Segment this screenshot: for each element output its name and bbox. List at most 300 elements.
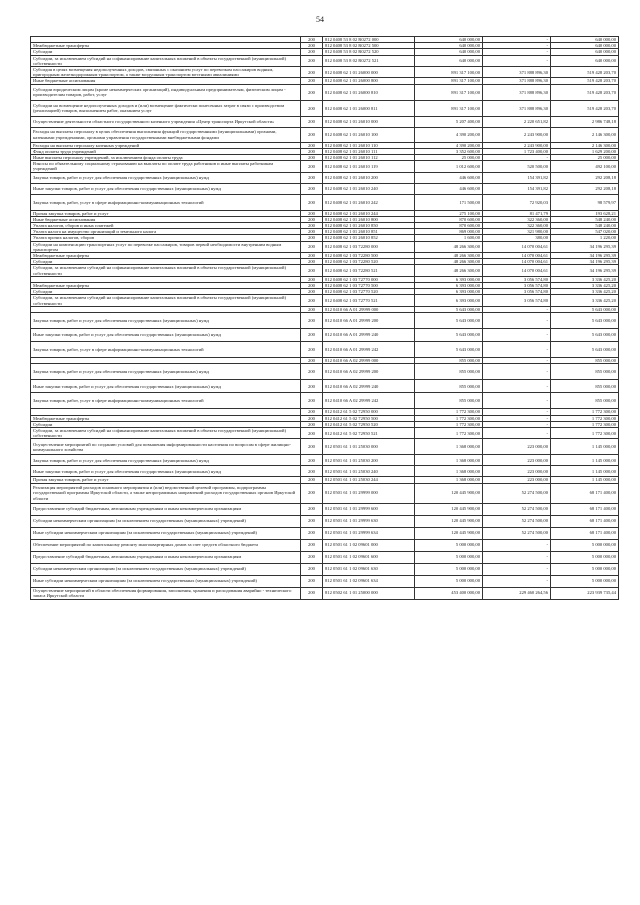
row-code: 200 [301, 575, 323, 587]
row-code: 200 [301, 84, 323, 100]
row-code: 200 [301, 289, 323, 295]
row-unexecuted-amount: 548 240,00 [551, 216, 619, 222]
row-classification-code: 812 0412 61 5 02 72950 500 [323, 415, 415, 421]
row-classification-code: 812 0408 62 1 01 26000 800 [323, 78, 415, 84]
row-classification-code: 812 0501 61 1 02 09601 600 [323, 551, 415, 563]
row-code: 200 [301, 587, 323, 599]
row-classification-code: 812 0502 61 1 01 25000 000 [323, 587, 415, 599]
row-approved-amount: 1 368 000,00 [415, 455, 483, 466]
row-executed-amount: 2 220 651,82 [483, 116, 551, 127]
row-name: Иные бюджетные ассигнования [31, 78, 301, 84]
row-unexecuted-amount: 519 428 203,70 [551, 67, 619, 78]
row-unexecuted-amount: 1 772 300,00 [551, 415, 619, 421]
table-row [31, 503, 619, 515]
row-classification-code: 812 0408 62 1 01 26010 200 [323, 172, 415, 183]
row-classification-code: 812 0501 61 1 01 29999 634 [323, 527, 415, 539]
row-executed-amount: 223 000,00 [483, 455, 551, 466]
row-executed-amount: - [483, 306, 551, 312]
row-unexecuted-amount: 292 208,18 [551, 183, 619, 194]
row-executed-amount: 321 980,00 [483, 229, 551, 235]
row-unexecuted-amount: 492 100,00 [551, 161, 619, 172]
row-name: Предоставление субсидий бюджетным, автономным учреждениям и иным некоммерческим организациям [31, 503, 301, 515]
row-classification-code: 812 0410 66 A 02 29999 200 [323, 364, 415, 380]
row-unexecuted-amount: 855 000,00 [551, 364, 619, 380]
row-name: Осуществление мероприятий по созданию условий для повышения информированности населения по вопросам в сфере жилищно-коммунального хозяйства [31, 439, 301, 455]
row-code: 200 [301, 100, 323, 116]
row-name: Иные субсидии некоммерческим организациям (за исключением государственных (муниципальных) учреждений) [31, 575, 301, 587]
row-classification-code: 812 0501 61 1 01 25030 000 [323, 439, 415, 455]
row-approved-amount: 453 400 000,00 [415, 587, 483, 599]
row-classification-code: 812 0501 61 1 02 09601 634 [323, 575, 415, 587]
row-approved-amount: 120 445 900,00 [415, 483, 483, 503]
row-approved-amount: 640 000,00 [415, 43, 483, 49]
row-code: 200 [301, 358, 323, 364]
row-approved-amount: 48 266 300,00 [415, 253, 483, 259]
row-executed-amount: 229 460 264,56 [483, 587, 551, 599]
row-classification-code: 812 0408 53 8 02 R0272 521 [323, 55, 415, 66]
row-approved-amount: 1 772 300,00 [415, 415, 483, 421]
row-code: 200 [301, 127, 323, 142]
row-name: Уплата прочих налогов, сборов [31, 235, 301, 241]
row-name: Прочая закупка товаров, работ и услуг [31, 210, 301, 216]
row-unexecuted-amount: 1 772 300,00 [551, 427, 619, 438]
row-classification-code: 812 0408 62 1 01 26010 800 [323, 216, 415, 222]
row-approved-amount: 640 000,00 [415, 55, 483, 66]
table-row [31, 483, 619, 503]
row-name: Субсидии, за исключением субсидий на софинансирование капитальных вложений в объекты государственной (муниципальной) собственности [31, 295, 301, 306]
row-approved-amount: 5 643 000,00 [415, 329, 483, 342]
row-executed-amount: 223 000,00 [483, 439, 551, 455]
table-row [31, 55, 619, 66]
row-unexecuted-amount: 34 196 295,39 [551, 241, 619, 252]
row-executed-amount: - [483, 358, 551, 364]
row-classification-code: 812 0408 62 1 03 72770 521 [323, 295, 415, 306]
row-name: Закупка товаров, работ, услуг в сфере информационно-коммуникационных технологий [31, 393, 301, 409]
table-row [31, 527, 619, 539]
row-classification-code: 812 0501 61 1 01 29999 000 [323, 483, 415, 503]
row-executed-amount: 14 070 004,61 [483, 241, 551, 252]
row-name: Субсидии некоммерческим организациям (за исключением государственных (муниципальных) учреждений) [31, 515, 301, 527]
row-code: 200 [301, 155, 323, 161]
row-unexecuted-amount: 292 208,18 [551, 172, 619, 183]
row-classification-code: 812 0408 62 1 01 26010 112 [323, 155, 415, 161]
row-executed-amount: - [483, 539, 551, 551]
row-approved-amount: 120 445 900,00 [415, 503, 483, 515]
row-approved-amount: 48 266 300,00 [415, 241, 483, 252]
row-executed-amount: - [483, 342, 551, 358]
row-code: 200 [301, 313, 323, 329]
table-row [31, 539, 619, 551]
row-executed-amount: - [483, 427, 551, 438]
row-classification-code: 812 0501 61 1 01 25030 244 [323, 477, 415, 483]
row-executed-amount: - [483, 364, 551, 380]
row-code: 200 [301, 427, 323, 438]
row-executed-amount: - [483, 49, 551, 55]
row-approved-amount: 5 207 400,00 [415, 116, 483, 127]
row-approved-amount: 5 643 000,00 [415, 306, 483, 312]
row-name: Субсидии, за исключением субсидий на софинансирование капитальных вложений в объекты государственной (муниципальной) собственности [31, 265, 301, 276]
row-executed-amount: 52 274 500,00 [483, 515, 551, 527]
row-code: 200 [301, 415, 323, 421]
row-code: 200 [301, 142, 323, 148]
row-name: Закупка товаров, работ, услуг в сфере информационно-коммуникационных технологий [31, 194, 301, 210]
row-unexecuted-amount: 640 000,00 [551, 43, 619, 49]
row-unexecuted-amount: 3 336 425,20 [551, 295, 619, 306]
row-classification-code: 812 0408 62 1 01 26010 000 [323, 116, 415, 127]
row-approved-amount: 1 772 300,00 [415, 421, 483, 427]
row-approved-amount: 1 772 300,00 [415, 409, 483, 415]
row-approved-amount: 891 317 100,00 [415, 78, 483, 84]
row-classification-code: 812 0408 62 1 01 26010 850 [323, 223, 415, 229]
row-code: 200 [301, 283, 323, 289]
row-unexecuted-amount: 855 000,00 [551, 380, 619, 393]
table-row [31, 194, 619, 210]
row-code: 200 [301, 235, 323, 241]
row-unexecuted-amount: 519 428 203,70 [551, 84, 619, 100]
row-name: Закупка товаров, работ и услуг для обеспечения государственных (муниципальных) нужд [31, 364, 301, 380]
row-executed-amount: 14 070 004,61 [483, 259, 551, 265]
row-unexecuted-amount: 2 146 300,00 [551, 127, 619, 142]
row-code: 200 [301, 216, 323, 222]
row-code: 200 [301, 37, 323, 43]
row-executed-amount: 14 070 004,61 [483, 265, 551, 276]
row-classification-code: 812 0408 62 1 01 26010 244 [323, 210, 415, 216]
row-code: 200 [301, 116, 323, 127]
row-executed-amount: - [483, 563, 551, 575]
row-unexecuted-amount: 68 171 400,00 [551, 483, 619, 503]
row-unexecuted-amount: 3 336 425,20 [551, 283, 619, 289]
row-name: Субсидия в целях возмещения недополученных доходов, связанных с оказанием услуг по перевозкам пассажиров водным, пригородным железнодорожным транспортом, а также воздушным транспортом местными авиалиниями [31, 67, 301, 78]
row-approved-amount: 855 000,00 [415, 358, 483, 364]
row-unexecuted-amount: 2 986 748,18 [551, 116, 619, 127]
budget-table [30, 36, 619, 600]
table-row [31, 161, 619, 172]
row-name: Реализация мероприятий расходов основного мероприятия и (или) ведомственной целевой программы, подпрограммы государственной программы Иркутской области, а также непрограммных направлений расходов государственных органов Иркутской области [31, 483, 301, 503]
row-approved-amount: 446 600,00 [415, 172, 483, 183]
row-approved-amount: 5 000 000,00 [415, 575, 483, 587]
row-classification-code: 812 0408 62 1 01 26010 240 [323, 183, 415, 194]
row-classification-code: 812 0410 66 A 01 29999 242 [323, 342, 415, 358]
row-approved-amount: 5 643 000,00 [415, 313, 483, 329]
page-number: 54 [316, 15, 324, 24]
table-row [31, 241, 619, 252]
row-code: 200 [301, 563, 323, 575]
table-row [31, 329, 619, 342]
row-executed-amount: - [483, 421, 551, 427]
row-executed-amount: 223 000,00 [483, 466, 551, 477]
row-approved-amount: 6 393 000,00 [415, 283, 483, 289]
row-name: Иные закупки товаров, работ и услуг для обеспечения государственных (муниципальных) нужд [31, 183, 301, 194]
row-approved-amount: 1 368 000,00 [415, 466, 483, 477]
row-classification-code: 812 0408 53 8 02 R0272 500 [323, 43, 415, 49]
row-name: Расходы на выплаты персоналу в целях обеспечения выполнения функций государственными (муниципальными) органами, казенными учреждениями, органами управления государственными внебюджетными фондами [31, 127, 301, 142]
row-code: 200 [301, 183, 323, 194]
row-executed-amount: - [483, 415, 551, 421]
row-classification-code: 812 0408 62 1 01 26000 810 [323, 84, 415, 100]
row-executed-amount: 3 056 574,80 [483, 283, 551, 289]
row-approved-amount: 171 500,00 [415, 194, 483, 210]
row-name: Субсидии юридическим лицам (кроме некоммерческих организаций), индивидуальным предпринимателям, физическим лицам - производителям товаров, работ, услуг [31, 84, 301, 100]
row-unexecuted-amount: 5 000 000,00 [551, 575, 619, 587]
row-code: 200 [301, 229, 323, 235]
row-classification-code: 812 0408 62 1 01 26010 119 [323, 161, 415, 172]
table-row [31, 575, 619, 587]
row-classification-code: 812 0408 62 1 03 72770 520 [323, 289, 415, 295]
row-name: Иные закупки товаров, работ и услуг для обеспечения государственных (муниципальных) нужд [31, 329, 301, 342]
row-executed-amount: 3 056 574,80 [483, 289, 551, 295]
row-unexecuted-amount: 1 145 000,00 [551, 466, 619, 477]
row-classification-code: 812 0501 61 1 02 09601 000 [323, 539, 415, 551]
row-classification-code: 812 0501 61 1 01 29999 600 [323, 503, 415, 515]
row-name: Субсидии [31, 289, 301, 295]
table-row [31, 100, 619, 116]
row-classification-code: 812 0408 62 1 01 26000 811 [323, 100, 415, 116]
row-code: 200 [301, 172, 323, 183]
row-unexecuted-amount: 5 000 000,00 [551, 539, 619, 551]
table-row [31, 67, 619, 78]
row-classification-code: 812 0410 66 A 01 29999 000 [323, 306, 415, 312]
row-executed-amount: 1 723 400,00 [483, 148, 551, 154]
row-code: 200 [301, 67, 323, 78]
row-approved-amount: 1 012 600,00 [415, 161, 483, 172]
row-name: Межбюджетные трансферты [31, 253, 301, 259]
row-name: Прочая закупка товаров, работ и услуг [31, 477, 301, 483]
row-executed-amount: 371 888 896,30 [483, 78, 551, 84]
row-name: Иные субсидии некоммерческим организациям (за исключением государственных (муниципальных) учреждений) [31, 527, 301, 539]
row-unexecuted-amount: 1 629 200,00 [551, 148, 619, 154]
row-code: 200 [301, 276, 323, 282]
row-classification-code: 812 0501 61 1 01 25030 200 [323, 455, 415, 466]
row-classification-code: 812 0408 62 1 03 72770 500 [323, 283, 415, 289]
row-executed-amount: 371 888 896,30 [483, 100, 551, 116]
table-row [31, 551, 619, 563]
row-executed-amount: - [483, 329, 551, 342]
row-code: 200 [301, 439, 323, 455]
row-code: 200 [301, 421, 323, 427]
row-classification-code: 812 0408 62 1 01 26010 100 [323, 127, 415, 142]
table-row [31, 84, 619, 100]
table-row [31, 380, 619, 393]
row-approved-amount: 855 000,00 [415, 393, 483, 409]
row-code: 200 [301, 329, 323, 342]
row-unexecuted-amount: 2 146 300,00 [551, 142, 619, 148]
row-unexecuted-amount: 34 196 295,39 [551, 253, 619, 259]
row-unexecuted-amount: 5 643 000,00 [551, 342, 619, 358]
row-approved-amount: 891 317 100,00 [415, 84, 483, 100]
row-unexecuted-amount: 223 939 735,44 [551, 587, 619, 599]
row-unexecuted-amount: 547 020,00 [551, 229, 619, 235]
row-classification-code: 812 0408 62 1 01 26010 852 [323, 235, 415, 241]
row-classification-code: 812 0408 53 8 02 R0272 520 [323, 49, 415, 55]
row-executed-amount: - [483, 380, 551, 393]
row-approved-amount: 275 100,00 [415, 210, 483, 216]
row-name: Обеспечение мероприятий по капитальному ремонту многоквартирных домов за счет средств областного бюджета [31, 539, 301, 551]
row-executed-amount: 3 056 574,80 [483, 295, 551, 306]
row-classification-code: 812 0408 62 1 03 72280 521 [323, 265, 415, 276]
row-unexecuted-amount: 548 240,00 [551, 223, 619, 229]
row-name: Субсидии, за исключением субсидий на софинансирование капитальных вложений в объекты государственной (муниципальной) собственности [31, 427, 301, 438]
row-classification-code: 812 0410 66 A 02 29999 240 [323, 380, 415, 393]
row-executed-amount: 371 888 896,30 [483, 67, 551, 78]
row-name: Предоставление субсидий бюджетным, автономным учреждениям и иным некоммерческим организациям [31, 551, 301, 563]
row-approved-amount: 5 000 000,00 [415, 551, 483, 563]
table-row [31, 172, 619, 183]
row-name: Закупка товаров, работ и услуг для обеспечения государственных (муниципальных) нужд [31, 455, 301, 466]
row-approved-amount: 1 368 000,00 [415, 477, 483, 483]
row-approved-amount: 25 000,00 [415, 155, 483, 161]
row-name: Субсидии [31, 49, 301, 55]
row-name: Фонд оплаты труда учреждений [31, 148, 301, 154]
row-approved-amount: 6 393 000,00 [415, 289, 483, 295]
row-approved-amount: 855 000,00 [415, 364, 483, 380]
row-approved-amount: 5 643 000,00 [415, 342, 483, 358]
row-code: 200 [301, 78, 323, 84]
row-code: 200 [301, 265, 323, 276]
row-unexecuted-amount: 1 220,00 [551, 235, 619, 241]
row-name: Иные бюджетные ассигнования [31, 216, 301, 222]
row-unexecuted-amount: 855 000,00 [551, 393, 619, 409]
row-name: Межбюджетные трансферты [31, 43, 301, 49]
row-executed-amount: 52 274 500,00 [483, 483, 551, 503]
row-classification-code: 812 0408 62 1 03 72280 500 [323, 253, 415, 259]
row-code: 200 [301, 393, 323, 409]
row-approved-amount: 446 600,00 [415, 183, 483, 194]
row-executed-amount: - [483, 55, 551, 66]
row-classification-code: 812 0501 61 1 02 09601 630 [323, 563, 415, 575]
row-name: Закупка товаров, работ и услуг для обеспечения государственных (муниципальных) нужд [31, 172, 301, 183]
row-approved-amount: 48 266 300,00 [415, 259, 483, 265]
row-unexecuted-amount: 25 000,00 [551, 155, 619, 161]
row-approved-amount: 1 368 000,00 [415, 439, 483, 455]
row-approved-amount: 870 600,00 [415, 223, 483, 229]
row-executed-amount: - [483, 393, 551, 409]
row-unexecuted-amount: 3 336 425,20 [551, 289, 619, 295]
row-unexecuted-amount: 5 643 000,00 [551, 313, 619, 329]
row-approved-amount: 640 000,00 [415, 49, 483, 55]
row-unexecuted-amount: 640 000,00 [551, 49, 619, 55]
row-approved-amount: 5 000 000,00 [415, 563, 483, 575]
row-name: Уплата налогов, сборов и иных платежей [31, 223, 301, 229]
row-executed-amount: 2 243 900,00 [483, 142, 551, 148]
table-row [31, 364, 619, 380]
row-code: 200 [301, 380, 323, 393]
row-unexecuted-amount: 68 171 400,00 [551, 527, 619, 539]
row-approved-amount: 855 000,00 [415, 380, 483, 393]
row-classification-code: 812 0408 62 1 01 26000 000 [323, 67, 415, 78]
row-code: 200 [301, 527, 323, 539]
row-unexecuted-amount: 68 171 400,00 [551, 515, 619, 527]
row-executed-amount: 2 243 900,00 [483, 127, 551, 142]
row-approved-amount: 4 390 200,00 [415, 142, 483, 148]
row-code: 200 [301, 161, 323, 172]
table-row [31, 466, 619, 477]
row-approved-amount: 869 000,00 [415, 229, 483, 235]
row-executed-amount: - [483, 575, 551, 587]
row-unexecuted-amount: 1 145 000,00 [551, 455, 619, 466]
row-executed-amount: 52 274 500,00 [483, 503, 551, 515]
row-code: 200 [301, 515, 323, 527]
table-row [31, 515, 619, 527]
table-row [31, 342, 619, 358]
row-code: 200 [301, 210, 323, 216]
table-row [31, 295, 619, 306]
row-code: 200 [301, 364, 323, 380]
row-name: Закупка товаров, работ и услуг для обеспечения государственных (муниципальных) нужд [31, 313, 301, 329]
row-name: Уплата налога на имущество организаций и земельного налога [31, 229, 301, 235]
row-unexecuted-amount: 193 628,21 [551, 210, 619, 216]
row-unexecuted-amount: 98 579,97 [551, 194, 619, 210]
row-name: Субсидии [31, 421, 301, 427]
row-code: 200 [301, 466, 323, 477]
row-unexecuted-amount: 5 000 000,00 [551, 563, 619, 575]
row-approved-amount: 891 317 100,00 [415, 67, 483, 78]
row-code: 200 [301, 539, 323, 551]
row-unexecuted-amount: 640 000,00 [551, 55, 619, 66]
row-name: Субсидии [31, 259, 301, 265]
row-unexecuted-amount: 68 171 400,00 [551, 503, 619, 515]
row-approved-amount: 6 393 000,00 [415, 276, 483, 282]
row-name: Взносы по обязательному социальному страхованию на выплаты по оплате труда работников и иные выплаты работникам учреждений [31, 161, 301, 172]
row-classification-code: 812 0412 61 5 02 72950 521 [323, 427, 415, 438]
row-executed-amount: 371 888 896,30 [483, 84, 551, 100]
row-code: 200 [301, 253, 323, 259]
row-executed-amount: 14 070 004,61 [483, 253, 551, 259]
row-unexecuted-amount: 3 336 425,20 [551, 276, 619, 282]
row-code: 200 [301, 342, 323, 358]
table-row [31, 439, 619, 455]
row-approved-amount: 6 393 000,00 [415, 295, 483, 306]
row-name: Межбюджетные трансферты [31, 415, 301, 421]
row-name: Субсидии на возмещение недополученных доходов и (или) возмещение фактически понесенных затрат в связи с производством (реализацией) товаров, выполнением работ, оказанием услуг [31, 100, 301, 116]
row-code: 200 [301, 55, 323, 66]
row-code: 200 [301, 259, 323, 265]
row-name: Расходы на выплаты персоналу казенных учреждений [31, 142, 301, 148]
row-name: Иные выплаты персоналу учреждений, за исключением фонда оплаты труда [31, 155, 301, 161]
row-executed-amount: 3 056 574,80 [483, 276, 551, 282]
table-row [31, 563, 619, 575]
row-classification-code: 812 0408 62 1 01 26010 110 [323, 142, 415, 148]
row-approved-amount: 120 445 900,00 [415, 515, 483, 527]
row-classification-code: 812 0412 61 5 02 72950 520 [323, 421, 415, 427]
table-row [31, 127, 619, 142]
table-row [31, 229, 619, 235]
row-name: Субсидии, за исключением субсидий на софинансирование капитальных вложений в объекты государственной (муниципальной) собственности [31, 55, 301, 66]
row-classification-code: 812 0408 62 1 01 26010 242 [323, 194, 415, 210]
table-row [31, 427, 619, 438]
row-classification-code: 812 0408 62 1 01 26010 111 [323, 148, 415, 154]
row-executed-amount: - [483, 551, 551, 563]
row-classification-code: 812 0410 66 A 01 29999 240 [323, 329, 415, 342]
row-name: Осуществление деятельности областного государственного казенного учреждения «Центр транспорта Иркутской области» [31, 116, 301, 127]
table-row [31, 142, 619, 148]
table-row [31, 313, 619, 329]
row-classification-code: 812 0501 61 1 01 25030 240 [323, 466, 415, 477]
row-unexecuted-amount: 855 000,00 [551, 358, 619, 364]
row-approved-amount: 870 600,00 [415, 216, 483, 222]
row-unexecuted-amount: 5 643 000,00 [551, 306, 619, 312]
row-unexecuted-amount: 519 428 203,70 [551, 100, 619, 116]
row-approved-amount: 3 352 600,00 [415, 148, 483, 154]
row-name: Иные закупки товаров, работ и услуг для обеспечения государственных (муниципальных) нужд [31, 380, 301, 393]
row-code: 200 [301, 455, 323, 466]
row-approved-amount: 891 317 100,00 [415, 100, 483, 116]
row-classification-code: 812 0408 62 1 03 72280 520 [323, 259, 415, 265]
table-row [31, 265, 619, 276]
row-executed-amount: 154 391,82 [483, 183, 551, 194]
row-approved-amount: 1 600,00 [415, 235, 483, 241]
row-classification-code: 812 0410 66 A 02 29999 242 [323, 393, 415, 409]
row-executed-amount: 154 391,82 [483, 172, 551, 183]
